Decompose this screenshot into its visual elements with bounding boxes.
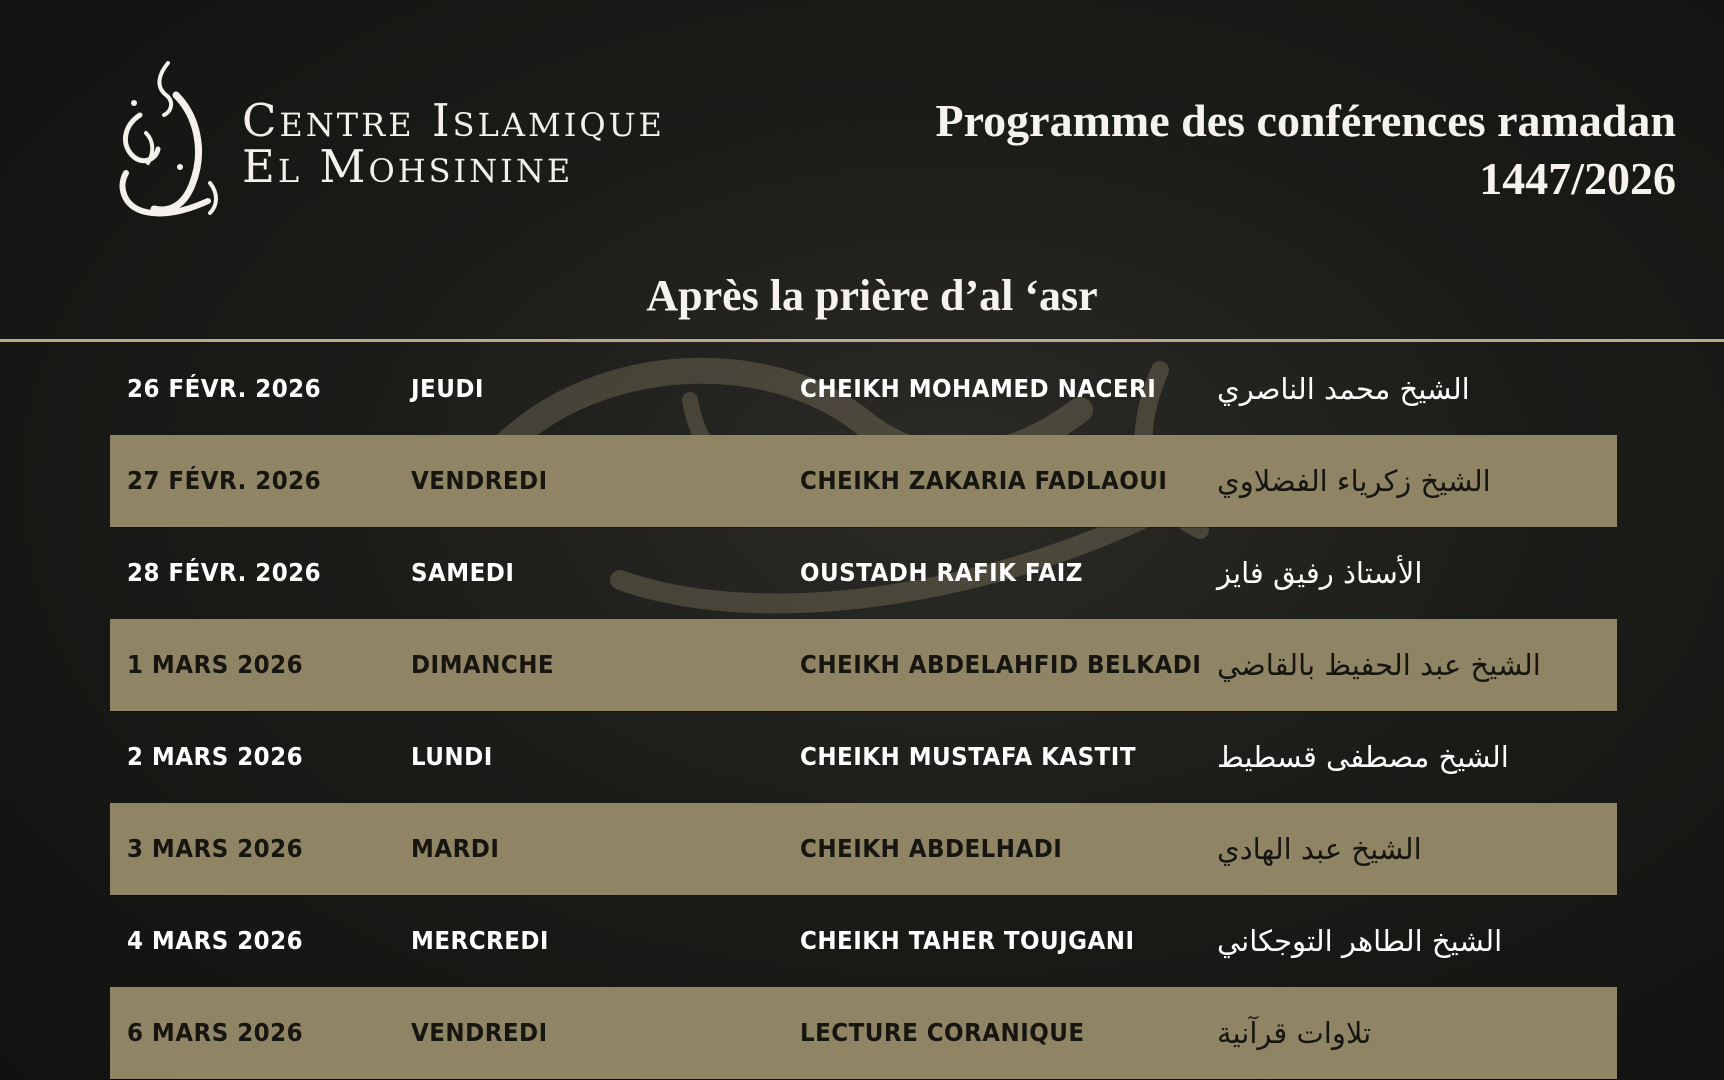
schedule-speaker: CHEIKH MOHAMED NACERI	[800, 374, 1157, 403]
schedule-date: 3 MARS 2026	[127, 834, 304, 863]
schedule-speaker-arabic: الشيخ الطاهر التوجكاني	[1217, 924, 1503, 958]
centre-name	[242, 94, 665, 193]
schedule-day: SAMEDI	[411, 558, 515, 587]
header-divider	[0, 339, 1724, 342]
schedule-row	[110, 895, 1617, 987]
schedule-speaker-arabic: الشيخ مصطفى قسطيط	[1217, 740, 1509, 774]
centre-name-line2: El Mohsinine	[242, 140, 574, 193]
schedule-speaker: CHEIKH ABDELAHFID BELKADI	[800, 650, 1202, 679]
schedule-date: 27 FÉVR. 2026	[127, 466, 322, 495]
schedule-date: 26 FÉVR. 2026	[127, 374, 322, 403]
schedule-day: VENDREDI	[411, 466, 548, 495]
schedule-day: VENDREDI	[411, 1018, 548, 1047]
centre-name-line1: Centre Islamique	[242, 94, 665, 147]
program-title-line2: 1447/2026	[1479, 153, 1676, 204]
schedule-speaker-arabic: الشيخ عبد الهادي	[1217, 832, 1422, 866]
schedule-day: MERCREDI	[411, 926, 549, 955]
schedule-row	[110, 527, 1617, 619]
schedule-day: MARDI	[411, 834, 500, 863]
schedule-day: JEUDI	[411, 374, 484, 403]
schedule-row	[110, 711, 1617, 803]
schedule-speaker-arabic: الأستاذ رفيق فايز	[1217, 556, 1423, 590]
schedule-speaker-arabic: الشيخ زكرياء الفضلاوي	[1217, 464, 1491, 498]
schedule-day: DIMANCHE	[411, 650, 555, 679]
schedule-speaker: CHEIKH TAHER TOUJGANI	[800, 926, 1135, 955]
schedule-speaker-arabic: الشيخ عبد الحفيظ بالقاضي	[1217, 648, 1541, 682]
schedule-date: 2 MARS 2026	[127, 742, 304, 771]
schedule-row	[110, 343, 1617, 435]
schedule-table	[110, 343, 1617, 1079]
program-title-line1: Programme des conférences ramadan	[935, 95, 1676, 146]
schedule-speaker-arabic: تلاوات قرآنية	[1217, 1016, 1372, 1050]
schedule-speaker: CHEIKH ABDELHADI	[800, 834, 1063, 863]
schedule-date: 6 MARS 2026	[127, 1018, 304, 1047]
schedule-date: 1 MARS 2026	[127, 650, 304, 679]
schedule-row	[110, 435, 1617, 527]
schedule-speaker: LECTURE CORANIQUE	[800, 1018, 1085, 1047]
program-title	[935, 92, 1676, 208]
schedule-row	[110, 619, 1617, 711]
schedule-date: 28 FÉVR. 2026	[127, 558, 322, 587]
program-subtitle: Après la prière d’al ‘asr	[646, 271, 1098, 320]
schedule-row	[110, 987, 1617, 1079]
schedule-speaker: OUSTADH RAFIK FAIZ	[800, 558, 1083, 587]
schedule-speaker: CHEIKH MUSTAFA KASTIT	[800, 742, 1136, 771]
schedule-row	[110, 803, 1617, 895]
schedule-speaker-arabic: الشيخ محمد الناصري	[1217, 372, 1470, 406]
schedule-speaker: CHEIKH ZAKARIA FADLAOUI	[800, 466, 1168, 495]
schedule-date: 4 MARS 2026	[127, 926, 304, 955]
centre-logo-calligraphy	[110, 55, 230, 225]
schedule-day: LUNDI	[411, 742, 493, 771]
